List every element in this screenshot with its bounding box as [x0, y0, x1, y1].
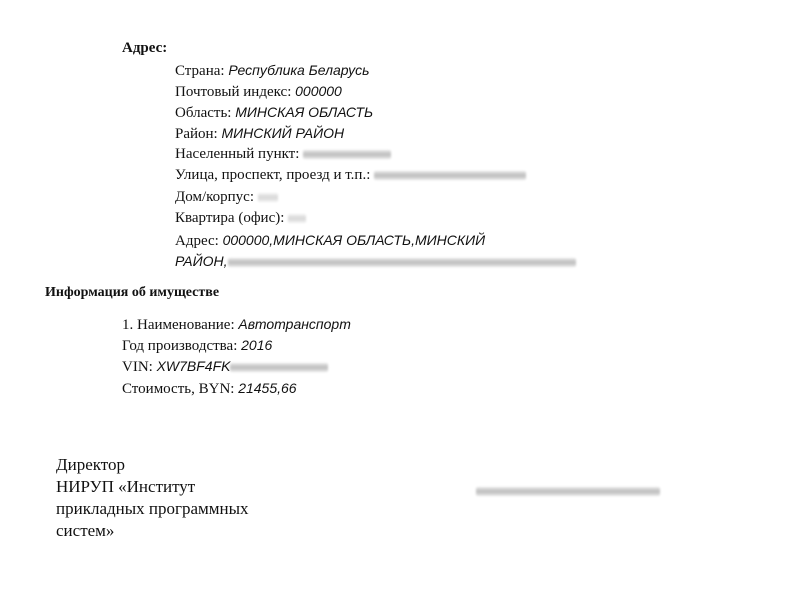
apartment-label: Квартира (офис): [175, 210, 285, 226]
apartment-row [175, 210, 306, 227]
district-row [175, 125, 344, 143]
locality-row [175, 146, 391, 163]
full-address-line2-row [175, 253, 576, 271]
locality-label: Населенный пункт: [175, 146, 300, 162]
year-value: 2016 [241, 337, 273, 353]
signature-name-redaction [476, 487, 660, 496]
full-address-label: Адрес: [175, 233, 219, 249]
house-row [175, 189, 278, 206]
street-redaction [374, 171, 526, 180]
full-address-row [175, 232, 485, 250]
cost-row [122, 380, 297, 398]
property-name-row [122, 316, 351, 334]
district-value: МИНСКИЙ РАЙОН [221, 125, 345, 141]
postal-value: 000000 [295, 83, 342, 99]
district-label: Район: [175, 126, 218, 142]
postal-label: Почтовый индекс: [175, 84, 292, 100]
vin-redaction [230, 363, 328, 372]
apartment-redaction [288, 214, 306, 223]
property-name-label: 1. Наименование: [122, 317, 235, 333]
cost-label: Стоимость, BYN: [122, 381, 235, 397]
house-redaction [258, 193, 278, 202]
street-row [175, 167, 526, 184]
property-name-value: Автотранспорт [238, 316, 351, 332]
full-address-redaction [228, 258, 576, 267]
locality-redaction [303, 150, 391, 159]
street-label: Улица, проспект, проезд и т.п.: [175, 167, 371, 183]
address-heading: Адрес: [122, 40, 168, 56]
signature-block [56, 454, 249, 542]
year-label: Год производства: [122, 338, 238, 354]
signature-name-redaction-wrap [476, 482, 660, 500]
postal-row [175, 83, 342, 101]
full-address-line2: РАЙОН, [175, 253, 228, 269]
region-value: МИНСКАЯ ОБЛАСТЬ [235, 104, 374, 120]
signature-org-line3: систем» [56, 521, 115, 540]
property-heading: Информация об имуществе [45, 285, 220, 300]
signature-position: Директор [56, 455, 125, 474]
signature-org-line2: прикладных программных [56, 499, 249, 518]
country-label: Страна: [175, 63, 225, 79]
cost-value: 21455,66 [238, 380, 297, 396]
vin-label: VIN: [122, 359, 153, 375]
country-row [175, 62, 369, 80]
year-row [122, 337, 272, 355]
region-label: Область: [175, 105, 232, 121]
full-address-line1: 000000,МИНСКАЯ ОБЛАСТЬ,МИНСКИЙ [222, 232, 486, 248]
region-row [175, 104, 373, 122]
vin-value: XW7BF4FK [156, 358, 231, 374]
house-label: Дом/корпус: [175, 189, 254, 205]
vin-row [122, 358, 328, 376]
country-value: Республика Беларусь [228, 62, 370, 78]
signature-org-line1: НИРУП «Институт [56, 477, 196, 496]
